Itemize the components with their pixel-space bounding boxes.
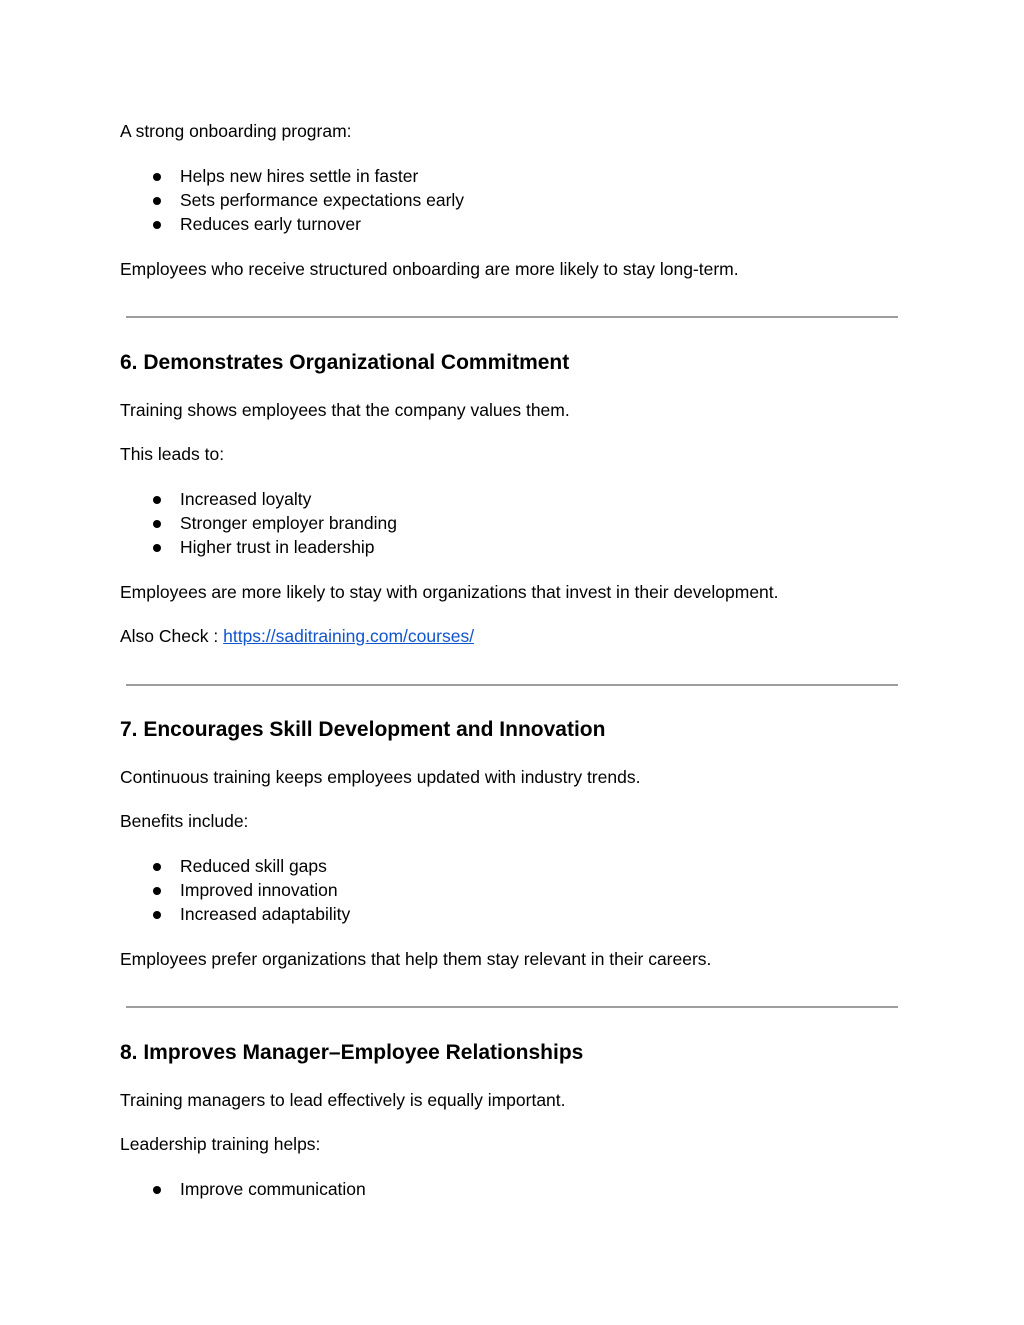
section-8-para-1: Training managers to lead effectively is equally important.: [120, 1090, 566, 1110]
section-8-heading: 8. Improves Manager–Employee Relationships: [120, 1041, 584, 1064]
bullet-icon: [153, 1186, 161, 1194]
bullet-icon: [153, 887, 161, 895]
bullet-icon: [153, 911, 161, 919]
section-7-closing: Employees prefer organizations that help them stay relevant in their careers.: [120, 949, 712, 969]
section-7-para-2: Benefits include:: [120, 811, 249, 831]
section-6-heading: 6. Demonstrates Organizational Commitment: [120, 351, 570, 374]
courses-link[interactable]: https://saditraining.com/courses/: [223, 626, 475, 646]
also-check-label: Also Check :: [120, 626, 224, 646]
bullet-icon: [153, 197, 161, 205]
bullet-icon: [153, 221, 161, 229]
section-7-para-1: Continuous training keeps employees updated with industry trends.: [120, 767, 641, 787]
bullet-icon: [153, 520, 161, 528]
section-8-para-2: Leadership training helps:: [120, 1134, 321, 1154]
horizontal-divider: [126, 684, 898, 686]
section-6-closing: Employees are more likely to stay with organizations that invest in their development.: [120, 582, 779, 602]
document-page: A strong onboarding program: Helps new hires settle in faster Sets performance expectations early Reduces early turnover Employees who receive structured onboarding are more likely to stay long-term. 6. Demonstrates Organizational Commitment Training shows employees that the company values them. This leads to: Increased loyalty Stronger employer branding Higher trust in leadership Employees are more likely to stay with organizations that invest in their development. Also Check : https://saditraining.com/courses/ 7. Encourages Skill Development and Innovation Continuous training keeps employees updated with industry trends. Benefits include: Reduced skill gaps Improved innovation Increased adaptability Employees prefer organizations that help them stay relevant in their careers. 8. Improves Manager–Employee Relationships Training managers to lead effectively is equally important. Leadership training helps: Improve communication: [0, 0, 1024, 1325]
bullet-icon: [153, 544, 161, 552]
also-check-line: [120, 626, 474, 646]
bullet-icon: [153, 496, 161, 504]
section-6-para-1: Training shows employees that the company values them.: [120, 400, 570, 420]
horizontal-divider: [126, 1006, 898, 1008]
bullet-icon: [153, 863, 161, 871]
horizontal-divider: [126, 316, 898, 318]
section-6-para-2: This leads to:: [120, 444, 225, 464]
onboarding-intro: A strong onboarding program:: [120, 121, 352, 141]
section-7-heading: 7. Encourages Skill Development and Innovation: [120, 718, 606, 741]
onboarding-closing: Employees who receive structured onboarding are more likely to stay long-term.: [120, 259, 739, 279]
bullet-icon: [153, 173, 161, 181]
